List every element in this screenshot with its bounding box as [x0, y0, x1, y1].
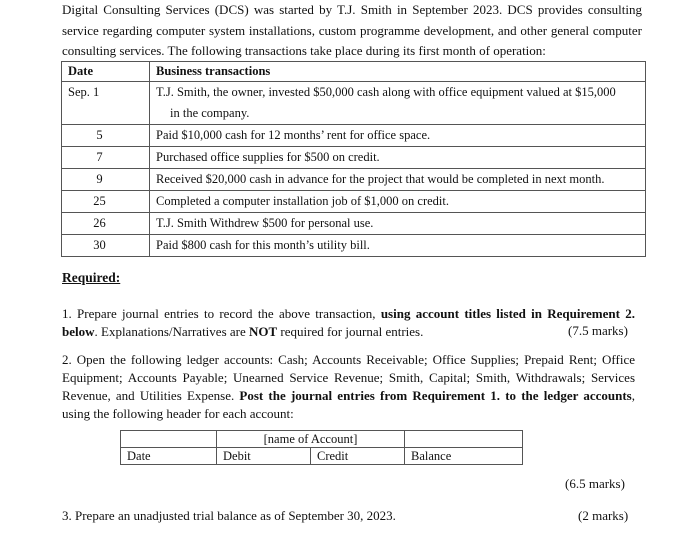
q2-bold: Post the journal entries from Requirement 1. to the ledger accounts — [239, 388, 632, 403]
row-date: 25 — [62, 191, 150, 213]
row-transaction-line2: in the company. — [170, 106, 250, 120]
q1-bold: using account titles listed in Requirement 2. below — [62, 306, 635, 339]
ledger-col-date: Date — [121, 448, 217, 465]
row-transaction: Completed a computer installation job of $1,000 on credit. — [150, 191, 646, 213]
row-date: 5 — [62, 125, 150, 147]
q2-marks: (6.5 marks) — [565, 476, 625, 491]
question-1 — [62, 305, 635, 341]
row-transaction: Received $20,000 cash in advance for the project that would be completed in next month. — [150, 169, 646, 191]
row-date: 7 — [62, 147, 150, 169]
ledger-col-credit: Credit — [311, 448, 405, 465]
intro-paragraph: Digital Consulting Services (DCS) was started by T.J. Smith in September 2023. DCS provides consulting service regarding computer system installations, custom programme development, and other general computer consulting services. The following transactions take place during its first month of operation: — [62, 2, 642, 58]
row-transaction: Paid $10,000 cash for 12 months’ rent for office space. — [150, 125, 646, 147]
row-date: 26 — [62, 213, 150, 235]
row-date: 9 — [62, 169, 150, 191]
ledger-col-balance: Balance — [405, 448, 523, 465]
question-2 — [62, 351, 635, 423]
ledger-header-table — [120, 430, 523, 465]
table-row — [62, 82, 646, 125]
row-transaction: Paid $800 cash for this month’s utility bill. — [150, 235, 646, 257]
q1-not: NOT — [249, 324, 278, 339]
table-row — [62, 147, 646, 169]
q1-post: required for journal entries. — [277, 324, 424, 339]
q1-mid: . Explanations/Narratives are — [94, 324, 249, 339]
row-transaction — [150, 82, 646, 125]
q1-marks: (7.5 marks) — [568, 323, 628, 338]
q1-pre: 1. Prepare journal entries to record the above transaction, — [62, 306, 381, 321]
table-row — [62, 191, 646, 213]
required-heading: Required: — [62, 270, 121, 285]
q3-marks: (2 marks) — [578, 508, 629, 523]
table-row — [62, 169, 646, 191]
ledger-columns-row — [121, 448, 523, 465]
row-transaction-line1: T.J. Smith, the owner, invested $50,000 cash along with office equipment valued at $15,000 — [156, 85, 616, 99]
q2-pre: 2. Open the following ledger accounts: Cash; Accounts Receivable; Office Supplies; Prepaid Rent; Office Equipment; Accounts Payable; Unearned Service Revenue; Smith, Capital; Smith, Withdrawals; Services Revenue, and Utilities Expense. — [62, 352, 635, 403]
table-header-row — [62, 62, 646, 82]
table-row — [62, 125, 646, 147]
table-row — [62, 235, 646, 257]
row-date: 30 — [62, 235, 150, 257]
row-date: Sep. 1 — [62, 82, 150, 125]
row-transaction: Purchased office supplies for $500 on credit. — [150, 147, 646, 169]
ledger-blank-cell — [405, 431, 523, 448]
ledger-col-debit: Debit — [217, 448, 311, 465]
date-column-header: Date — [62, 62, 150, 82]
ledger-account-name: [name of Account] — [217, 431, 405, 448]
ledger-blank-cell — [121, 431, 217, 448]
table-row — [62, 213, 646, 235]
question-3: 3. Prepare an unadjusted trial balance as of September 30, 2023. — [62, 508, 396, 523]
ledger-name-row — [121, 431, 523, 448]
q2-post: , using the following header for each account: — [62, 388, 635, 421]
transactions-table — [61, 61, 646, 257]
row-transaction: T.J. Smith Withdrew $500 for personal use. — [150, 213, 646, 235]
transactions-column-header: Business transactions — [150, 62, 646, 82]
